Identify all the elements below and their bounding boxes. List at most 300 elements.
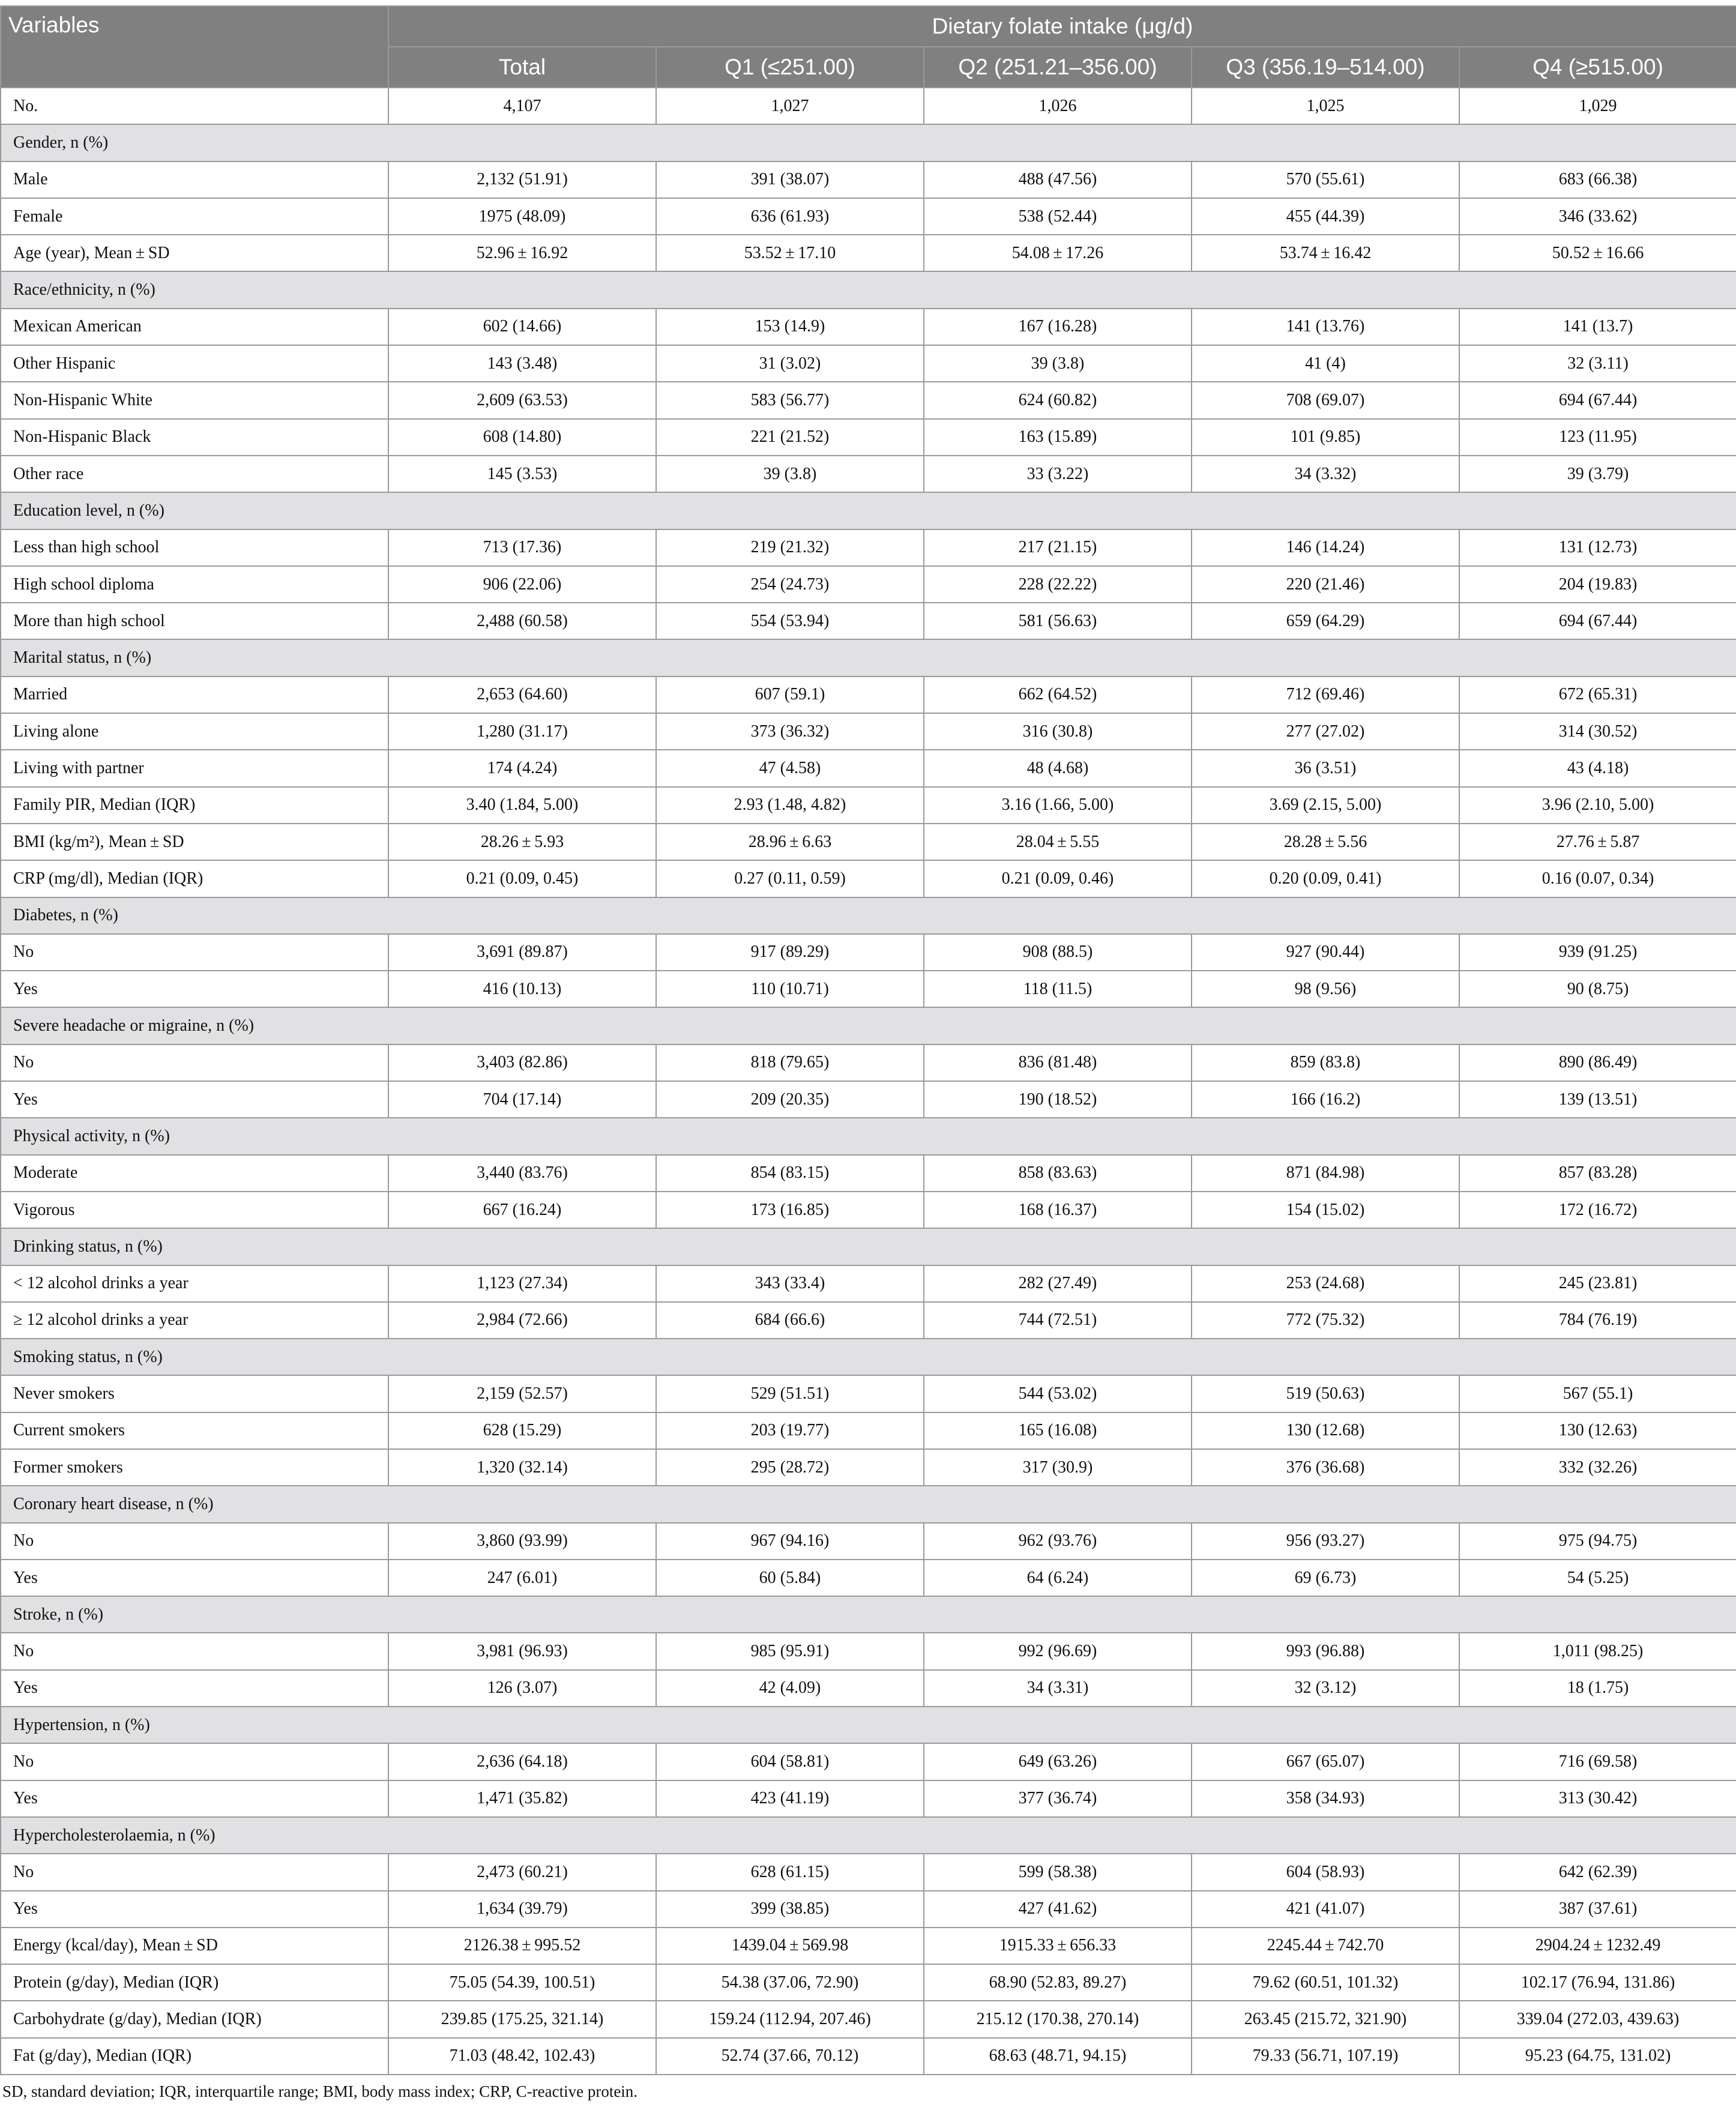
document [0, 5, 1736, 2101]
header-col-q1: Q1 (≤251.00) [656, 47, 924, 88]
cell-value: 50.52 ± 16.66 [1459, 235, 1736, 271]
cell-value: 906 (22.06) [388, 566, 656, 603]
cell-value: 54 (5.25) [1459, 1560, 1736, 1596]
cell-value: 985 (95.91) [656, 1633, 924, 1669]
section-row [1, 1596, 1736, 1633]
cell-value: 1,025 [1192, 88, 1459, 124]
cell-value: 64 (6.24) [924, 1560, 1192, 1596]
cell-value: 956 (93.27) [1192, 1523, 1459, 1560]
cell-value: 53.52 ± 17.10 [656, 235, 924, 271]
row-label: Current smokers [1, 1412, 388, 1449]
header-col-q4: Q4 (≥515.00) [1459, 47, 1736, 88]
table-row [1, 1302, 1736, 1339]
cell-value: 39 (3.79) [1459, 456, 1736, 492]
section-label: Hypercholesterolaemia, n (%) [1, 1817, 1736, 1854]
cell-value: 704 (17.14) [388, 1081, 656, 1118]
cell-value: 313 (30.42) [1459, 1780, 1736, 1817]
cell-value: 716 (69.58) [1459, 1743, 1736, 1780]
table-row [1, 309, 1736, 345]
table-row [1, 1155, 1736, 1192]
cell-value: 295 (28.72) [656, 1449, 924, 1486]
cell-value: 71.03 (48.42, 102.43) [388, 2038, 656, 2075]
cell-value: 27.76 ± 5.87 [1459, 824, 1736, 860]
cell-value: 2904.24 ± 1232.49 [1459, 1928, 1736, 1964]
cell-value: 0.21 (0.09, 0.45) [388, 860, 656, 897]
cell-value: 239.85 (175.25, 321.14) [388, 2001, 656, 2037]
table-row [1, 1854, 1736, 1890]
table-row [1, 456, 1736, 492]
table-row [1, 1265, 1736, 1302]
cell-value: 649 (63.26) [924, 1743, 1192, 1780]
cell-value: 3,691 (89.87) [388, 934, 656, 971]
cell-value: 1,634 (39.79) [388, 1891, 656, 1928]
cell-value: 346 (33.62) [1459, 198, 1736, 235]
cell-value: 659 (64.29) [1192, 603, 1459, 639]
cell-value: 41 (4) [1192, 345, 1459, 382]
section-row [1, 1228, 1736, 1265]
cell-value: 28.28 ± 5.56 [1192, 824, 1459, 860]
section-label: Stroke, n (%) [1, 1596, 1736, 1633]
cell-value: 694 (67.44) [1459, 603, 1736, 639]
header-variables: Variables [1, 6, 388, 88]
cell-value: 277 (27.02) [1192, 713, 1459, 750]
cell-value: 263.45 (215.72, 321.90) [1192, 2001, 1459, 2037]
section-label: Marital status, n (%) [1, 639, 1736, 676]
table-row [1, 419, 1736, 456]
cell-value: 32 (3.12) [1192, 1670, 1459, 1707]
cell-value: 2,132 (51.91) [388, 161, 656, 198]
cell-value: 32 (3.11) [1459, 345, 1736, 382]
cell-value: 174 (4.24) [388, 750, 656, 786]
cell-value: 154 (15.02) [1192, 1192, 1459, 1228]
cell-value: 962 (93.76) [924, 1523, 1192, 1560]
section-label: Education level, n (%) [1, 492, 1736, 529]
row-label: High school diploma [1, 566, 388, 603]
cell-value: 33 (3.22) [924, 456, 1192, 492]
cell-value: 18 (1.75) [1459, 1670, 1736, 1707]
cell-value: 245 (23.81) [1459, 1265, 1736, 1302]
table-header [1, 6, 1736, 88]
cell-value: 332 (32.26) [1459, 1449, 1736, 1486]
row-label: No [1, 934, 388, 971]
row-label: No [1, 1523, 388, 1560]
cell-value: 28.96 ± 6.63 [656, 824, 924, 860]
cell-value: 79.33 (56.71, 107.19) [1192, 2038, 1459, 2075]
cell-value: 2.93 (1.48, 4.82) [656, 787, 924, 824]
cell-value: 3.69 (2.15, 5.00) [1192, 787, 1459, 824]
table-row [1, 161, 1736, 198]
table-row [1, 1964, 1736, 2001]
cell-value: 992 (96.69) [924, 1633, 1192, 1669]
cell-value: 343 (33.4) [656, 1265, 924, 1302]
cell-value: 143 (3.48) [388, 345, 656, 382]
table-row [1, 713, 1736, 750]
cell-value: 416 (10.13) [388, 971, 656, 1007]
table-row [1, 787, 1736, 824]
row-label: Carbohydrate (g/day), Median (IQR) [1, 2001, 388, 2037]
table-row [1, 1670, 1736, 1707]
header-group: Dietary folate intake (μg/d) [388, 6, 1736, 47]
row-label: ≥ 12 alcohol drinks a year [1, 1302, 388, 1339]
cell-value: 69 (6.73) [1192, 1560, 1459, 1596]
cell-value: 744 (72.51) [924, 1302, 1192, 1339]
section-row [1, 492, 1736, 529]
cell-value: 3,403 (82.86) [388, 1044, 656, 1081]
cell-value: 42 (4.09) [656, 1670, 924, 1707]
cell-value: 667 (65.07) [1192, 1743, 1459, 1780]
cell-value: 608 (14.80) [388, 419, 656, 456]
row-label: No [1, 1854, 388, 1890]
footnote: SD, standard deviation; IQR, interquartile range; BMI, body mass index; CRP, C-reactive protein. [2, 2082, 638, 2101]
cell-value: 1975 (48.09) [388, 198, 656, 235]
section-label: Smoking status, n (%) [1, 1339, 1736, 1375]
section-label: Diabetes, n (%) [1, 897, 1736, 934]
cell-value: 217 (21.15) [924, 529, 1192, 566]
cell-value: 228 (22.22) [924, 566, 1192, 603]
row-label: CRP (mg/dl), Median (IQR) [1, 860, 388, 897]
cell-value: 4,107 [388, 88, 656, 124]
section-row [1, 1007, 1736, 1044]
section-row [1, 1118, 1736, 1154]
characteristics-table [0, 5, 1736, 2075]
cell-value: 377 (36.74) [924, 1780, 1192, 1817]
table-row [1, 198, 1736, 235]
table-row [1, 860, 1736, 897]
cell-value: 3.40 (1.84, 5.00) [388, 787, 656, 824]
row-label: Non-Hispanic White [1, 382, 388, 418]
cell-value: 583 (56.77) [656, 382, 924, 418]
table-row [1, 2001, 1736, 2037]
cell-value: 126 (3.07) [388, 1670, 656, 1707]
row-label: No [1, 1633, 388, 1669]
cell-value: 672 (65.31) [1459, 677, 1736, 713]
cell-value: 1915.33 ± 656.33 [924, 1928, 1192, 1964]
row-label: Living with partner [1, 750, 388, 786]
cell-value: 636 (61.93) [656, 198, 924, 235]
cell-value: 624 (60.82) [924, 382, 1192, 418]
cell-value: 166 (16.2) [1192, 1081, 1459, 1118]
cell-value: 339.04 (272.03, 439.63) [1459, 2001, 1736, 2037]
cell-value: 683 (66.38) [1459, 161, 1736, 198]
table-body [1, 88, 1736, 2075]
cell-value: 52.74 (37.66, 70.12) [656, 2038, 924, 2075]
cell-value: 172 (16.72) [1459, 1192, 1736, 1228]
cell-value: 190 (18.52) [924, 1081, 1192, 1118]
table-row [1, 566, 1736, 603]
row-label: Age (year), Mean ± SD [1, 235, 388, 271]
cell-value: 0.21 (0.09, 0.46) [924, 860, 1192, 897]
cell-value: 694 (67.44) [1459, 382, 1736, 418]
section-label: Race/ethnicity, n (%) [1, 271, 1736, 308]
cell-value: 145 (3.53) [388, 456, 656, 492]
cell-value: 570 (55.61) [1192, 161, 1459, 198]
cell-value: 1439.04 ± 569.98 [656, 1928, 924, 1964]
cell-value: 836 (81.48) [924, 1044, 1192, 1081]
table-row [1, 1891, 1736, 1928]
cell-value: 854 (83.15) [656, 1155, 924, 1192]
row-label: BMI (kg/m²), Mean ± SD [1, 824, 388, 860]
cell-value: 131 (12.73) [1459, 529, 1736, 566]
cell-value: 908 (88.5) [924, 934, 1192, 971]
cell-value: 253 (24.68) [1192, 1265, 1459, 1302]
cell-value: 373 (36.32) [656, 713, 924, 750]
cell-value: 209 (20.35) [656, 1081, 924, 1118]
cell-value: 917 (89.29) [656, 934, 924, 971]
cell-value: 79.62 (60.51, 101.32) [1192, 1964, 1459, 2001]
table-row [1, 2038, 1736, 2075]
cell-value: 599 (58.38) [924, 1854, 1192, 1890]
cell-value: 2,609 (63.53) [388, 382, 656, 418]
cell-value: 130 (12.68) [1192, 1412, 1459, 1449]
cell-value: 28.26 ± 5.93 [388, 824, 656, 860]
cell-value: 34 (3.32) [1192, 456, 1459, 492]
cell-value: 421 (41.07) [1192, 1891, 1459, 1928]
cell-value: 2,636 (64.18) [388, 1743, 656, 1780]
table-row [1, 603, 1736, 639]
row-label: No [1, 1044, 388, 1081]
cell-value: 488 (47.56) [924, 161, 1192, 198]
cell-value: 927 (90.44) [1192, 934, 1459, 971]
cell-value: 215.12 (170.38, 270.14) [924, 2001, 1192, 2037]
row-label: Moderate [1, 1155, 388, 1192]
cell-value: 427 (41.62) [924, 1891, 1192, 1928]
table-row [1, 1081, 1736, 1118]
cell-value: 282 (27.49) [924, 1265, 1192, 1302]
section-label: Gender, n (%) [1, 124, 1736, 161]
table-row [1, 677, 1736, 713]
cell-value: 818 (79.65) [656, 1044, 924, 1081]
table-row [1, 1780, 1736, 1817]
cell-value: 772 (75.32) [1192, 1302, 1459, 1339]
cell-value: 123 (11.95) [1459, 419, 1736, 456]
row-label: Yes [1, 971, 388, 1007]
header-col-q3: Q3 (356.19–514.00) [1192, 47, 1459, 88]
cell-value: 544 (53.02) [924, 1375, 1192, 1412]
cell-value: 858 (83.63) [924, 1155, 1192, 1192]
cell-value: 423 (41.19) [656, 1780, 924, 1817]
cell-value: 602 (14.66) [388, 309, 656, 345]
cell-value: 247 (6.01) [388, 1560, 656, 1596]
cell-value: 0.20 (0.09, 0.41) [1192, 860, 1459, 897]
cell-value: 391 (38.07) [656, 161, 924, 198]
cell-value: 604 (58.81) [656, 1743, 924, 1780]
header-col-total: Total [388, 47, 656, 88]
cell-value: 529 (51.51) [656, 1375, 924, 1412]
table-row [1, 235, 1736, 271]
cell-value: 784 (76.19) [1459, 1302, 1736, 1339]
cell-value: 519 (50.63) [1192, 1375, 1459, 1412]
cell-value: 2,159 (52.57) [388, 1375, 656, 1412]
row-label: Other Hispanic [1, 345, 388, 382]
section-row [1, 1707, 1736, 1743]
cell-value: 53.74 ± 16.42 [1192, 235, 1459, 271]
cell-value: 48 (4.68) [924, 750, 1192, 786]
cell-value: 68.63 (48.71, 94.15) [924, 2038, 1192, 2075]
cell-value: 857 (83.28) [1459, 1155, 1736, 1192]
cell-value: 118 (11.5) [924, 971, 1192, 1007]
section-label: Hypertension, n (%) [1, 1707, 1736, 1743]
cell-value: 204 (19.83) [1459, 566, 1736, 603]
cell-value: 2,653 (64.60) [388, 677, 656, 713]
cell-value: 60 (5.84) [656, 1560, 924, 1596]
row-label: Yes [1, 1670, 388, 1707]
row-label: Vigorous [1, 1192, 388, 1228]
table-row [1, 1633, 1736, 1669]
cell-value: 316 (30.8) [924, 713, 1192, 750]
cell-value: 34 (3.31) [924, 1670, 1192, 1707]
cell-value: 68.90 (52.83, 89.27) [924, 1964, 1192, 2001]
cell-value: 581 (56.63) [924, 603, 1192, 639]
cell-value: 54.38 (37.06, 72.90) [656, 1964, 924, 2001]
cell-value: 967 (94.16) [656, 1523, 924, 1560]
row-label: No [1, 1743, 388, 1780]
table-row [1, 1375, 1736, 1412]
row-label: Former smokers [1, 1449, 388, 1486]
cell-value: 1,027 [656, 88, 924, 124]
cell-value: 604 (58.93) [1192, 1854, 1459, 1890]
row-label: Yes [1, 1780, 388, 1817]
table-row [1, 345, 1736, 382]
cell-value: 1,029 [1459, 88, 1736, 124]
table-row [1, 1449, 1736, 1486]
cell-value: 993 (96.88) [1192, 1633, 1459, 1669]
cell-value: 628 (61.15) [656, 1854, 924, 1890]
cell-value: 39 (3.8) [656, 456, 924, 492]
cell-value: 975 (94.75) [1459, 1523, 1736, 1560]
cell-value: 567 (55.1) [1459, 1375, 1736, 1412]
cell-value: 3,440 (83.76) [388, 1155, 656, 1192]
row-label: Male [1, 161, 388, 198]
row-label: Yes [1, 1081, 388, 1118]
cell-value: 31 (3.02) [656, 345, 924, 382]
cell-value: 28.04 ± 5.55 [924, 824, 1192, 860]
row-label: Non-Hispanic Black [1, 419, 388, 456]
cell-value: 141 (13.76) [1192, 309, 1459, 345]
cell-value: 173 (16.85) [656, 1192, 924, 1228]
section-row [1, 1486, 1736, 1522]
cell-value: 358 (34.93) [1192, 1780, 1459, 1817]
table-row [1, 88, 1736, 124]
cell-value: 110 (10.71) [656, 971, 924, 1007]
table-row [1, 529, 1736, 566]
section-row [1, 1339, 1736, 1375]
cell-value: 95.23 (64.75, 131.02) [1459, 2038, 1736, 2075]
section-row [1, 271, 1736, 308]
cell-value: 859 (83.8) [1192, 1044, 1459, 1081]
cell-value: 317 (30.9) [924, 1449, 1192, 1486]
cell-value: 2,984 (72.66) [388, 1302, 656, 1339]
cell-value: 130 (12.63) [1459, 1412, 1736, 1449]
section-row [1, 639, 1736, 676]
table-row [1, 1743, 1736, 1780]
section-row [1, 124, 1736, 161]
row-label: Living alone [1, 713, 388, 750]
cell-value: 708 (69.07) [1192, 382, 1459, 418]
cell-value: 43 (4.18) [1459, 750, 1736, 786]
cell-value: 642 (62.39) [1459, 1854, 1736, 1890]
cell-value: 667 (16.24) [388, 1192, 656, 1228]
cell-value: 153 (14.9) [656, 309, 924, 345]
cell-value: 3,981 (96.93) [388, 1633, 656, 1669]
cell-value: 1,280 (31.17) [388, 713, 656, 750]
cell-value: 163 (15.89) [924, 419, 1192, 456]
cell-value: 1,471 (35.82) [388, 1780, 656, 1817]
row-label: Yes [1, 1560, 388, 1596]
section-label: Coronary heart disease, n (%) [1, 1486, 1736, 1522]
row-label: Married [1, 677, 388, 713]
cell-value: 52.96 ± 16.92 [388, 235, 656, 271]
section-label: Physical activity, n (%) [1, 1118, 1736, 1154]
cell-value: 47 (4.58) [656, 750, 924, 786]
cell-value: 102.17 (76.94, 131.86) [1459, 1964, 1736, 2001]
row-label: Never smokers [1, 1375, 388, 1412]
section-label: Severe headache or migraine, n (%) [1, 1007, 1736, 1044]
cell-value: 54.08 ± 17.26 [924, 235, 1192, 271]
section-row [1, 897, 1736, 934]
cell-value: 0.27 (0.11, 0.59) [656, 860, 924, 897]
cell-value: 712 (69.46) [1192, 677, 1459, 713]
table-row [1, 1523, 1736, 1560]
cell-value: 387 (37.61) [1459, 1891, 1736, 1928]
cell-value: 871 (84.98) [1192, 1155, 1459, 1192]
cell-value: 165 (16.08) [924, 1412, 1192, 1449]
cell-value: 220 (21.46) [1192, 566, 1459, 603]
cell-value: 2245.44 ± 742.70 [1192, 1928, 1459, 1964]
cell-value: 1,123 (27.34) [388, 1265, 656, 1302]
cell-value: 98 (9.56) [1192, 971, 1459, 1007]
table-row [1, 382, 1736, 418]
cell-value: 538 (52.44) [924, 198, 1192, 235]
cell-value: 168 (16.37) [924, 1192, 1192, 1228]
table-row [1, 971, 1736, 1007]
row-label: Family PIR, Median (IQR) [1, 787, 388, 824]
table-row [1, 1412, 1736, 1449]
table-row [1, 1560, 1736, 1596]
cell-value: 36 (3.51) [1192, 750, 1459, 786]
cell-value: 1,320 (32.14) [388, 1449, 656, 1486]
row-label: Energy (kcal/day), Mean ± SD [1, 1928, 388, 1964]
table-row [1, 1044, 1736, 1081]
section-row [1, 1817, 1736, 1854]
row-label: Protein (g/day), Median (IQR) [1, 1964, 388, 2001]
table-row [1, 934, 1736, 971]
cell-value: 2,473 (60.21) [388, 1854, 656, 1890]
cell-value: 159.24 (112.94, 207.46) [656, 2001, 924, 2037]
cell-value: 1,026 [924, 88, 1192, 124]
cell-value: 167 (16.28) [924, 309, 1192, 345]
row-label: < 12 alcohol drinks a year [1, 1265, 388, 1302]
cell-value: 221 (21.52) [656, 419, 924, 456]
row-label: No. [1, 88, 388, 124]
cell-value: 0.16 (0.07, 0.34) [1459, 860, 1736, 897]
row-label: Female [1, 198, 388, 235]
cell-value: 90 (8.75) [1459, 971, 1736, 1007]
cell-value: 219 (21.32) [656, 529, 924, 566]
row-label: Yes [1, 1891, 388, 1928]
cell-value: 146 (14.24) [1192, 529, 1459, 566]
cell-value: 1,011 (98.25) [1459, 1633, 1736, 1669]
cell-value: 75.05 (54.39, 100.51) [388, 1964, 656, 2001]
cell-value: 3,860 (93.99) [388, 1523, 656, 1560]
row-label: Other race [1, 456, 388, 492]
cell-value: 39 (3.8) [924, 345, 1192, 382]
table-row [1, 824, 1736, 860]
cell-value: 554 (53.94) [656, 603, 924, 639]
cell-value: 684 (66.6) [656, 1302, 924, 1339]
cell-value: 141 (13.7) [1459, 309, 1736, 345]
table-row [1, 1192, 1736, 1228]
cell-value: 139 (13.51) [1459, 1081, 1736, 1118]
